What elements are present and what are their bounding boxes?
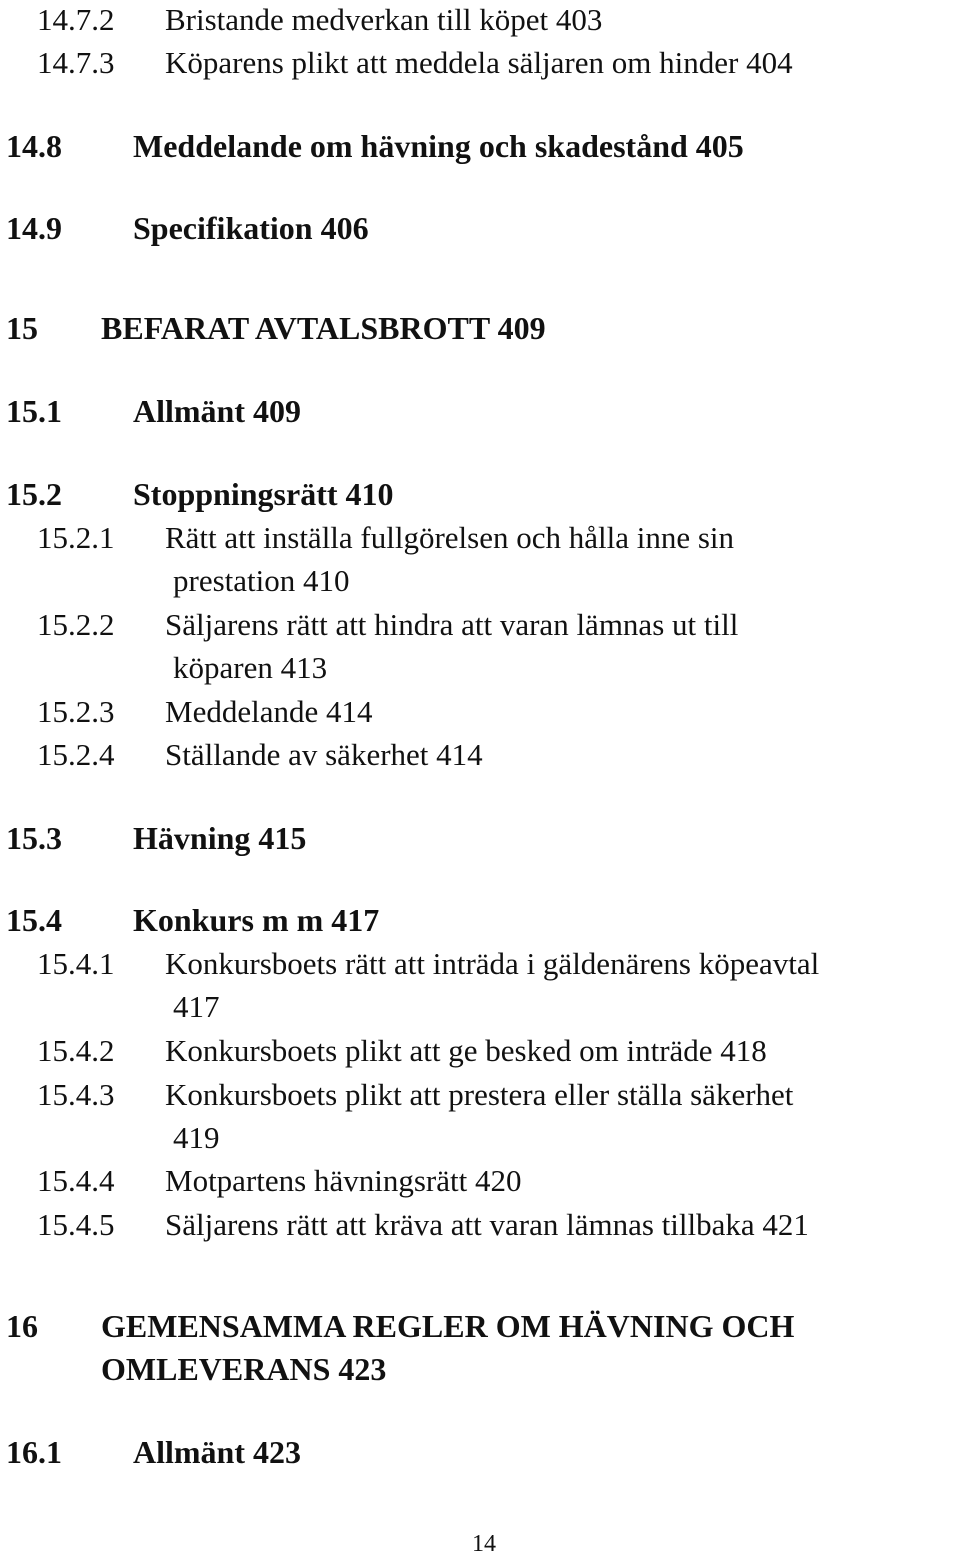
- toc-number: 15.2.2: [37, 607, 115, 642]
- toc-number: 15.3: [6, 820, 62, 856]
- toc-title: Rätt att inställa fullgörelsen och hålla inne sin: [165, 520, 735, 555]
- toc-title-continuation: köparen 413: [173, 650, 328, 685]
- toc-number: 15.4.5: [37, 1207, 115, 1242]
- toc-title: Konkurs m m 417: [133, 902, 380, 938]
- toc-number: 15.4.1: [37, 946, 115, 981]
- toc-title: Säljarens rätt att hindra att varan lämnas ut till: [165, 607, 739, 642]
- toc-number: 16.1: [6, 1434, 62, 1470]
- toc-number: 15.4.4: [37, 1163, 115, 1198]
- toc-title: GEMENSAMMA REGLER OM HÄVNING OCH: [101, 1308, 795, 1344]
- toc-number: 15.4: [6, 902, 62, 938]
- toc-number: 15.4.3: [37, 1077, 115, 1112]
- toc-title-continuation: 417: [173, 989, 220, 1024]
- toc-number: 15.2.1: [37, 520, 115, 555]
- page-number: 14: [472, 1531, 496, 1557]
- toc-number: 14.8: [6, 128, 62, 164]
- toc-number: 15.1: [6, 393, 62, 429]
- toc-title-continuation: prestation 410: [173, 563, 350, 598]
- toc-title: Allmänt 423: [133, 1434, 301, 1470]
- toc-title-continuation: 419: [173, 1120, 220, 1155]
- toc-title-continuation: OMLEVERANS 423: [101, 1351, 387, 1387]
- toc-title: Konkursboets plikt att ge besked om inträde 418: [165, 1033, 767, 1068]
- toc-number: 15.2.4: [37, 737, 115, 772]
- toc-title: Motpartens hävningsrätt 420: [165, 1163, 522, 1198]
- toc-number: 16: [6, 1308, 38, 1344]
- toc-title: BEFARAT AVTALSBROTT 409: [101, 310, 546, 346]
- toc-title: Hävning 415: [133, 820, 307, 856]
- toc-number: 15.4.2: [37, 1033, 115, 1068]
- toc-title: Bristande medverkan till köpet 403: [165, 2, 603, 37]
- toc-title: Säljarens rätt att kräva att varan lämnas tillbaka 421: [165, 1207, 809, 1242]
- toc-title: Meddelande 414: [165, 694, 373, 729]
- toc-number: 15: [6, 310, 38, 346]
- toc-number: 15.2.3: [37, 694, 115, 729]
- toc-number: 14.7.2: [37, 2, 115, 37]
- toc-title: Allmänt 409: [133, 393, 301, 429]
- toc-number: 14.7.3: [37, 45, 115, 80]
- toc-title: Konkursboets plikt att prestera eller ställa säkerhet: [165, 1077, 794, 1112]
- toc-number: 15.2: [6, 476, 62, 512]
- toc-title: Konkursboets rätt att inträda i gäldenärens köpeavtal: [165, 946, 820, 981]
- toc-title: Specifikation 406: [133, 210, 369, 246]
- toc-number: 14.9: [6, 210, 62, 246]
- toc-title: Köparens plikt att meddela säljaren om hinder 404: [165, 45, 793, 80]
- toc-title: Meddelande om hävning och skadestånd 405: [133, 128, 744, 164]
- toc-title: Ställande av säkerhet 414: [165, 737, 483, 772]
- toc-title: Stoppningsrätt 410: [133, 476, 394, 512]
